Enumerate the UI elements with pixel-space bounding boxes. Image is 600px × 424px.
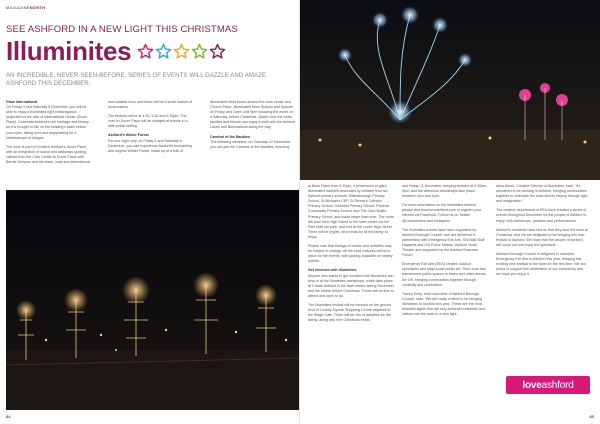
paragraph xyxy=(496,208,588,223)
kicker: SEE ASHFORD IN A NEW LIGHT THIS CHRISTMAS xyxy=(6,24,238,35)
article-column-6 xyxy=(496,184,588,282)
paragraph xyxy=(496,184,588,204)
running-head xyxy=(6,5,45,10)
right-page xyxy=(300,0,600,424)
paragraph-text: and Friday 11 December, keeping workers at 9.30am-5pm, and the afternoon workshops take place between 1pm and 4pm. xyxy=(402,184,488,199)
paragraph xyxy=(6,100,92,141)
article-column-2 xyxy=(108,100,194,158)
article-column-4 xyxy=(308,184,394,327)
paragraph xyxy=(496,252,588,277)
paragraph xyxy=(308,303,394,323)
article-column-3 xyxy=(210,100,296,154)
paragraph xyxy=(308,268,394,299)
paragraph xyxy=(308,184,394,240)
page-number-left: 84 xyxy=(6,414,11,419)
paragraph xyxy=(6,145,92,165)
paragraph-text: Please note that timings of events and activities may be subject to change. All the road closures will be in place for the events, with parking available on nearby streets. xyxy=(308,244,393,264)
subheading: Get involved with Illuminites xyxy=(308,268,357,273)
paragraph xyxy=(210,100,296,131)
running-head-accent: NORTH xyxy=(29,5,46,10)
page-number-right: 85 xyxy=(589,414,594,419)
paragraph xyxy=(402,203,488,223)
headline-row xyxy=(6,36,226,66)
star-icon xyxy=(173,43,190,60)
paragraph-text: The work is part of Creative Ashford's Dover Place, with an integration of sound and walkways guiding visitors from the Civic Centre to Dover Place with Bernie Greyson and the team, local and international, xyxy=(6,144,91,165)
paragraph xyxy=(402,184,488,199)
star-icon xyxy=(209,43,226,60)
paragraph-text: On Friday 4 and Saturday 5 December, you will be able to enjoy a Illuminites light extravaganza projected on the side of International House (Dover Place). Celebrate Ashford's rich heritage and history as it is brought to life on the building's walls before your eyes, falling over and reappearing for a kaleidoscope of images. xyxy=(6,105,89,140)
star-icons xyxy=(137,43,226,60)
paragraph-text: Anyone who wants to get involved with Illuminites can drop in at the Illuminites workshops, which take place at Create Ashford in the town centre during December and the weeks before Christmas. These will be free to attend and open to all. xyxy=(308,273,394,298)
paragraph-text: Tracey Kerly, chief executive of Ashford Borough Council, said: "We are really excited to be bringing Illuminites to Ashford this year. These are the most beautiful sights that will help Ashford's residents and visitors see the town in a new light. xyxy=(402,291,485,317)
paragraph xyxy=(402,228,488,259)
paragraph xyxy=(308,244,394,264)
paragraph xyxy=(108,114,194,129)
paragraph-text: and suitable food, and there will be a small market of local makers. xyxy=(108,100,192,110)
peacock-illustration xyxy=(300,0,600,180)
logo-bold: love xyxy=(522,379,542,391)
standfirst: AN INCREDIBLE, NEVER-SEEN-BEFORE, SERIES OF EVENTS WILL DAZZLE AND AMAZE ASHFORD THIS DECEMBER. xyxy=(6,72,267,88)
running-head-brand: MAGAZINE xyxy=(6,5,30,10)
paragraph xyxy=(108,133,194,153)
article-column-1 xyxy=(6,100,92,169)
paragraph xyxy=(108,100,194,110)
subheading: Glow International xyxy=(6,100,38,104)
logo-text xyxy=(522,380,573,391)
star-icon xyxy=(155,43,172,60)
star-icon xyxy=(137,43,154,60)
paragraph-text: For one night only, on Friday 4 and Saturday 5 December, you can experience Ashford's enchanting and original Winter Forest, made up of a trail of xyxy=(108,138,192,153)
logo-regular: ashford xyxy=(541,379,574,391)
paragraph xyxy=(402,292,488,317)
paragraph xyxy=(210,135,296,150)
paragraph-text: The following weekend, on Saturday 12 December, you can join the Carnival of the Baubles, featuring xyxy=(210,139,292,149)
paragraph-text: Ashford Borough Council is delighted to welcome Emergency Exit Arts to Ashford this year, bringing this exciting new festival to the town for the first time. We are proud to support this celebration of our community and we hope you enjoy it. xyxy=(496,252,586,277)
paragraph-text: Ashford's residents have told us that they love the town at Christmas, and we are delighted to be bringing this new festival to Ashford. We hope that the people of Ashford will come out and enjoy the spectacle. xyxy=(496,227,588,247)
love-ashford-logo xyxy=(506,376,590,394)
star-icon xyxy=(191,43,208,60)
paragraph-text: The Illuminites festival will be focused on the ground floor of County Square Shopping Centre adjacent to the Stage Cafe. There will be lots of activities for the family, along with free Christmas treats. xyxy=(308,302,392,323)
subheading: Carnival of the Baubles xyxy=(210,134,250,139)
paragraph-text: Emergency Exit Arts (EEA) creates outdoor spectacles and large-scale public art. Their work has transformed public spaces in towns and cities across the UK, bringing communities together through creativity and celebration. xyxy=(402,262,486,287)
paragraph-text: Ailsa Wood, Creative Director of Illuminites, said: "It's wonderful to be working in Ashford, bringing communities together to celebrate the town and its history through light and imagination." xyxy=(496,184,588,204)
night-lights-photo xyxy=(6,190,300,410)
article-column-5 xyxy=(402,184,488,321)
paragraph xyxy=(496,228,588,248)
paragraph-text: illuminated trees found around the town centre and Church Place. Illuminated trees Spaces and Spaces on Friday and Open until 9pm following the event on a Saturday, before Christmas. Watch over the trees, families and friends can enjoy a walk with the Ashford Lanes and illuminations along the way. xyxy=(210,100,296,130)
paragraph xyxy=(402,262,488,287)
photo-illustration xyxy=(6,190,300,410)
subheading: Ashford's Winter Forest xyxy=(108,133,149,138)
headline: Illuminites xyxy=(6,36,132,66)
illuminated-peacock-photo xyxy=(300,0,600,180)
paragraph-text: The creative department of EEA have created a series of events throughout December for the people of Ashford to enjoy, with workshops, parades and performances. xyxy=(496,208,587,223)
paragraph-text: at Bank Place from 5.30pm, a procession of giant, illuminated baubles decorated by children from six Ashford primary schools: Willesborough Primary School, St Michael's CEP, St Teresa's Catholic Primary School, Godinton Primary School, Phoenix Community Primary School, and The John Wallis Primary School, and made larger than ever. The route will lead from High Street to the town centre via the Park Mall car park, and end at the Lower High Street. There will be jingles, and treats for all the family to enjoy. xyxy=(308,184,394,239)
paragraph-text: The Illuminites events have been organised by Ashford Borough Council, and are delivered in partnership with Emergency Exit Arts, SW Mall Stuff Happens and Old Police Station, Ashford Youth Theatre and supported by the Ashford Business Forum. xyxy=(402,227,485,258)
paragraph-text: For more information on the Illuminites festival, please visit www.loveashford.com or register your interest via Facebook. Follow us on Twitter @LoveAshford and Instagram. xyxy=(402,203,481,223)
paragraph-text: The festival will be at 4.30, 5.30 and 6.30pm. The cost on Dover Place will be charged at events in a safe public setting. xyxy=(108,114,188,129)
